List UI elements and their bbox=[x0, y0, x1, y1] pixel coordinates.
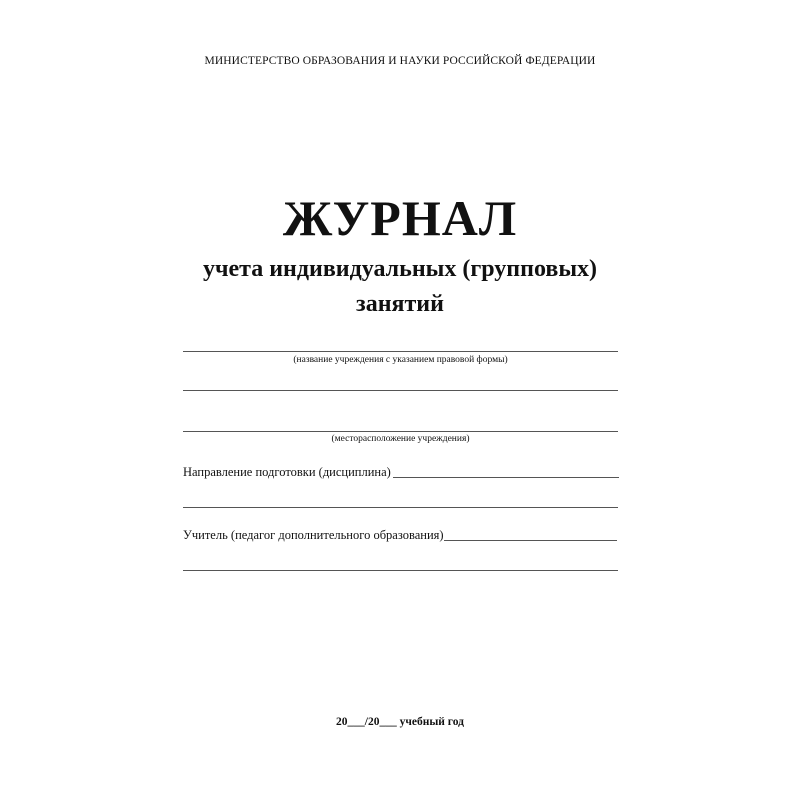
direction-label: Направление подготовки (дисциплина) bbox=[183, 465, 391, 479]
institution-name-caption: (название учреждения с указанием правовой формы) bbox=[293, 355, 508, 365]
location-line bbox=[183, 431, 618, 432]
institution-extra-line bbox=[183, 390, 618, 391]
ministry-header: МИНИСТЕРСТВО ОБРАЗОВАНИЯ И НАУКИ РОССИЙСКОЙ ФЕДЕРАЦИИ bbox=[204, 55, 596, 67]
direction-line bbox=[393, 477, 619, 478]
academic-year: 20___/20___ учебный год bbox=[336, 716, 464, 728]
teacher-line bbox=[444, 540, 617, 541]
journal-subtitle-line1: учета индивидуальных (групповых) bbox=[202, 256, 598, 282]
journal-title: ЖУРНАЛ bbox=[282, 190, 518, 246]
teacher-label: Учитель (педагог дополнительного образования) bbox=[183, 528, 444, 542]
location-caption: (месторасположение учреждения) bbox=[331, 434, 470, 444]
institution-name-line bbox=[183, 351, 618, 352]
direction-extra-line bbox=[183, 507, 618, 508]
journal-subtitle-line2: занятий bbox=[356, 291, 444, 317]
teacher-extra-line bbox=[183, 570, 618, 571]
